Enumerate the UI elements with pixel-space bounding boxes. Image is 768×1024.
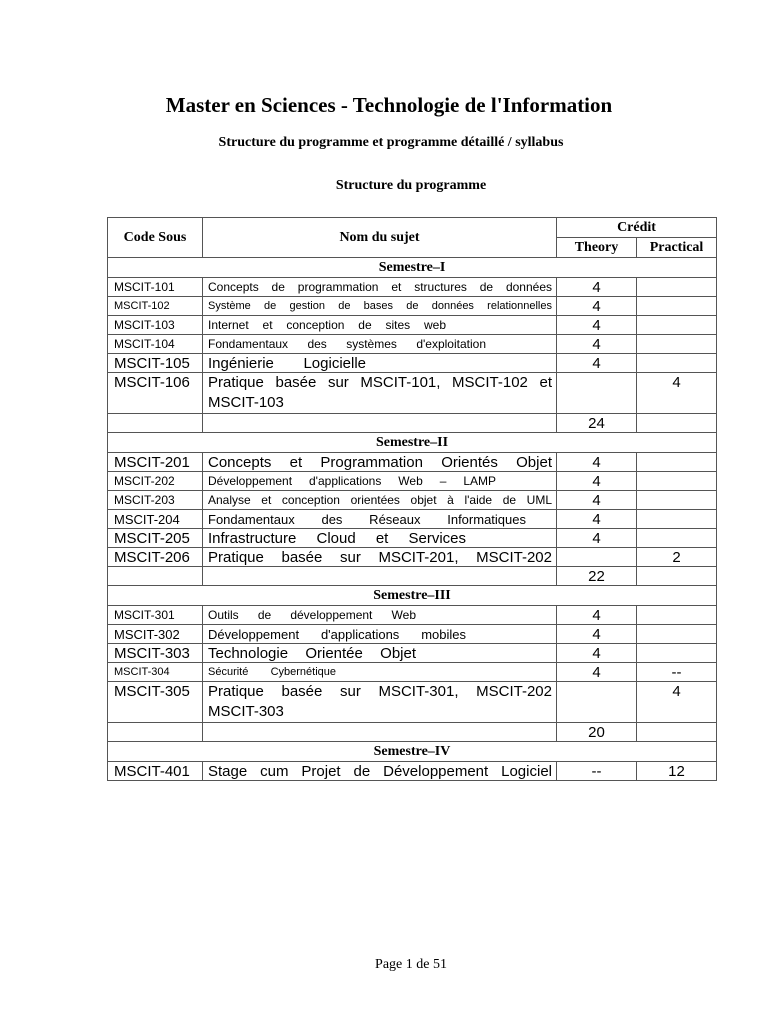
- theory-credit: [557, 682, 637, 723]
- course-code: MSCIT-202: [108, 472, 203, 491]
- practical-credit: 2: [637, 548, 717, 567]
- course-code: MSCIT-203: [108, 491, 203, 510]
- header-theory: Theory: [557, 238, 637, 258]
- practical-credit: [637, 606, 717, 625]
- practical-credit: [637, 335, 717, 354]
- course-name: Développement d'applications Web – LAMP: [203, 472, 557, 491]
- course-name: Infrastructure Cloud et Services: [203, 529, 557, 548]
- theory-credit: 4: [557, 472, 637, 491]
- course-name: Concepts et Programmation Orientés Objet: [203, 453, 557, 472]
- theory-credit: [557, 373, 637, 414]
- table-row: [108, 316, 717, 335]
- course-code: MSCIT-106: [108, 373, 203, 414]
- semester-label: Semestre–III: [108, 586, 717, 606]
- semester-row: [108, 258, 717, 278]
- table-row: [108, 606, 717, 625]
- table-row: [108, 762, 717, 781]
- course-code: MSCIT-206: [108, 548, 203, 567]
- practical-credit: [637, 644, 717, 663]
- course-code: MSCIT-104: [108, 335, 203, 354]
- table-row: [108, 491, 717, 510]
- course-name: Pratique basée sur MSCIT-301, MSCIT-202 MSCIT-303: [203, 682, 557, 723]
- table-row: [108, 297, 717, 316]
- table-row: [108, 354, 717, 373]
- header-name: Nom du sujet: [203, 218, 557, 258]
- course-code: MSCIT-105: [108, 354, 203, 373]
- theory-credit: 4: [557, 625, 637, 644]
- practical-credit: [637, 529, 717, 548]
- theory-total: 24: [557, 414, 637, 433]
- course-name: Développement d'applications mobiles: [203, 625, 557, 644]
- course-code: MSCIT-303: [108, 644, 203, 663]
- practical-credit: [637, 278, 717, 297]
- theory-credit: --: [557, 762, 637, 781]
- syllabus-table: [107, 217, 717, 781]
- table-header-row: [108, 218, 717, 238]
- theory-credit: 4: [557, 335, 637, 354]
- semester-row: [108, 742, 717, 762]
- practical-credit: [637, 510, 717, 529]
- theory-credit: 4: [557, 663, 637, 682]
- theory-credit: 4: [557, 644, 637, 663]
- practical-credit: [637, 472, 717, 491]
- course-code: MSCIT-401: [108, 762, 203, 781]
- header-credit: Crédit: [557, 218, 717, 238]
- course-name: Fondamentaux des Réseaux Informatiques: [203, 510, 557, 529]
- practical-credit: [637, 625, 717, 644]
- theory-credit: 4: [557, 606, 637, 625]
- practical-credit: [637, 491, 717, 510]
- course-name: Technologie Orientée Objet: [203, 644, 557, 663]
- practical-credit: [637, 453, 717, 472]
- course-name: Internet et conception de sites web: [203, 316, 557, 335]
- theory-credit: 4: [557, 278, 637, 297]
- course-name: Pratique basée sur MSCIT-101, MSCIT-102 et MSCIT-103: [203, 373, 557, 414]
- course-code: MSCIT-302: [108, 625, 203, 644]
- semester-label: Semestre–IV: [108, 742, 717, 762]
- table-row: [108, 373, 717, 414]
- table-row: [108, 682, 717, 723]
- semester-label: Semestre–I: [108, 258, 717, 278]
- course-code: MSCIT-101: [108, 278, 203, 297]
- semester-row: [108, 433, 717, 453]
- course-code: MSCIT-205: [108, 529, 203, 548]
- theory-credit: 4: [557, 354, 637, 373]
- practical-credit: --: [637, 663, 717, 682]
- practical-credit: [637, 297, 717, 316]
- course-code: MSCIT-305: [108, 682, 203, 723]
- course-name: Fondamentaux des systèmes d'exploitation: [203, 335, 557, 354]
- page-title: Master en Sciences - Technologie de l'Information: [165, 93, 613, 117]
- table-row: [108, 472, 717, 491]
- table-row: [108, 335, 717, 354]
- course-code: MSCIT-102: [108, 297, 203, 316]
- theory-total: 22: [557, 567, 637, 586]
- theory-credit: 4: [557, 316, 637, 335]
- theory-total: 20: [557, 723, 637, 742]
- header-code: Code Sous: [108, 218, 203, 258]
- course-name: Pratique basée sur MSCIT-201, MSCIT-202: [203, 548, 557, 567]
- theory-credit: [557, 548, 637, 567]
- page-subtitle: Structure du programme et programme détaillé / syllabus: [218, 135, 564, 150]
- practical-credit: [637, 354, 717, 373]
- table-row: [108, 625, 717, 644]
- practical-credit: 4: [637, 373, 717, 414]
- semester-label: Semestre–II: [108, 433, 717, 453]
- table-row: [108, 510, 717, 529]
- course-code: MSCIT-201: [108, 453, 203, 472]
- theory-credit: 4: [557, 510, 637, 529]
- table-row: [108, 529, 717, 548]
- theory-credit: 4: [557, 529, 637, 548]
- course-name: Sécurité Cybernétique: [203, 663, 557, 682]
- page-number: Page 1 de 51: [375, 957, 447, 972]
- header-practical: Practical: [637, 238, 717, 258]
- total-row: [108, 414, 717, 433]
- course-code: MSCIT-204: [108, 510, 203, 529]
- practical-credit: 12: [637, 762, 717, 781]
- practical-credit: 4: [637, 682, 717, 723]
- course-name: Concepts de programmation et structures de données: [203, 278, 557, 297]
- course-code: MSCIT-304: [108, 663, 203, 682]
- course-name: Outils de développement Web: [203, 606, 557, 625]
- total-row: [108, 723, 717, 742]
- course-name: Analyse et conception orientées objet à l'aide de UML: [203, 491, 557, 510]
- table-row: [108, 278, 717, 297]
- theory-credit: 4: [557, 297, 637, 316]
- table-row: [108, 663, 717, 682]
- total-row: [108, 567, 717, 586]
- theory-credit: 4: [557, 453, 637, 472]
- table-row: [108, 644, 717, 663]
- course-code: MSCIT-301: [108, 606, 203, 625]
- course-name: Ingénierie Logicielle: [203, 354, 557, 373]
- course-name: Stage cum Projet de Développement Logiciel: [203, 762, 557, 781]
- theory-credit: 4: [557, 491, 637, 510]
- semester-row: [108, 586, 717, 606]
- section-heading: Structure du programme: [335, 178, 487, 193]
- table-row: [108, 453, 717, 472]
- course-code: MSCIT-103: [108, 316, 203, 335]
- table-row: [108, 548, 717, 567]
- course-name: Système de gestion de bases de données relationnelles: [203, 297, 557, 316]
- practical-credit: [637, 316, 717, 335]
